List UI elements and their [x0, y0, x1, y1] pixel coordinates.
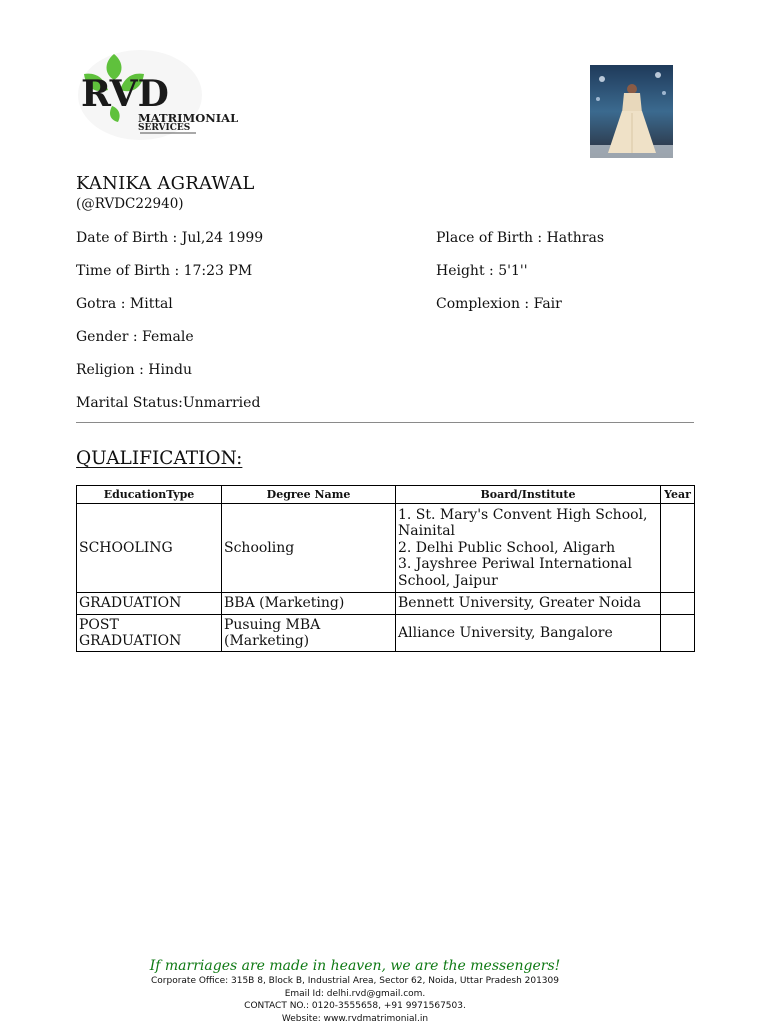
degree-name-cell: Schooling — [222, 504, 396, 593]
table-row — [77, 615, 695, 652]
section-divider — [76, 422, 694, 423]
profile-name: KANIKA AGRAWAL — [76, 173, 255, 194]
board-institute-cell: Alliance University, Bangalore — [396, 615, 661, 652]
gender: Gender : Female — [76, 329, 194, 345]
complexion: Complexion : Fair — [436, 296, 562, 312]
time-of-birth: Time of Birth : 17:23 PM — [76, 263, 252, 279]
education-type-cell: POST GRADUATION — [77, 615, 222, 652]
column-header-year: Year — [661, 486, 695, 504]
logo-letters: RVD — [81, 73, 169, 115]
footer — [0, 958, 710, 1025]
place-of-birth: Place of Birth : Hathras — [436, 230, 604, 246]
date-of-birth: Date of Birth : Jul,24 1999 — [76, 230, 263, 246]
qualification-heading: QUALIFICATION: — [76, 448, 242, 469]
footer-contact: CONTACT NO.: 0120-3555658, +91 9971567503. — [0, 1000, 710, 1013]
profile-photo — [590, 65, 673, 158]
degree-name-cell: BBA (Marketing) — [222, 593, 396, 615]
religion: Religion : Hindu — [76, 362, 192, 378]
year-cell — [661, 593, 695, 615]
marital-status: Marital Status:Unmarried — [76, 395, 260, 411]
footer-office-address: Corporate Office: 315B 8, Block B, Industrial Area, Sector 62, Noida, Uttar Pradesh 201309 — [0, 975, 710, 988]
board-institute-cell: 1. St. Mary's Convent High School, Nainital 2. Delhi Public School, Aligarh 3. Jayshree Periwal International School, Jaipur — [396, 504, 661, 593]
qualification-table — [76, 485, 695, 652]
year-cell — [661, 615, 695, 652]
footer-email: Email Id: delhi.rvd@gmail.com. — [0, 988, 710, 1001]
footer-website: Website: www.rvdmatrimonial.in — [0, 1013, 710, 1025]
table-row — [77, 504, 695, 593]
table-row — [77, 593, 695, 615]
board-institute-cell: Bennett University, Greater Noida — [396, 593, 661, 615]
height: Height : 5'1'' — [436, 263, 528, 279]
gotra: Gotra : Mittal — [76, 296, 173, 312]
year-cell — [661, 504, 695, 593]
degree-name-cell: Pusuing MBA (Marketing) — [222, 615, 396, 652]
logo-line1: MATRIMONIAL — [138, 111, 238, 125]
education-type-cell: SCHOOLING — [77, 504, 222, 593]
column-header-board-institute: Board/Institute — [396, 486, 661, 504]
education-type-cell: GRADUATION — [77, 593, 222, 615]
column-header-education-type: EducationType — [77, 486, 222, 504]
logo-line2: SERVICES — [138, 123, 190, 133]
footer-tagline: If marriages are made in heaven, we are the messengers! — [0, 958, 710, 975]
profile-id: (@RVDC22940) — [76, 196, 184, 212]
table-header-row — [77, 486, 695, 504]
rvd-matrimonial-logo — [78, 48, 218, 140]
column-header-degree-name: Degree Name — [222, 486, 396, 504]
